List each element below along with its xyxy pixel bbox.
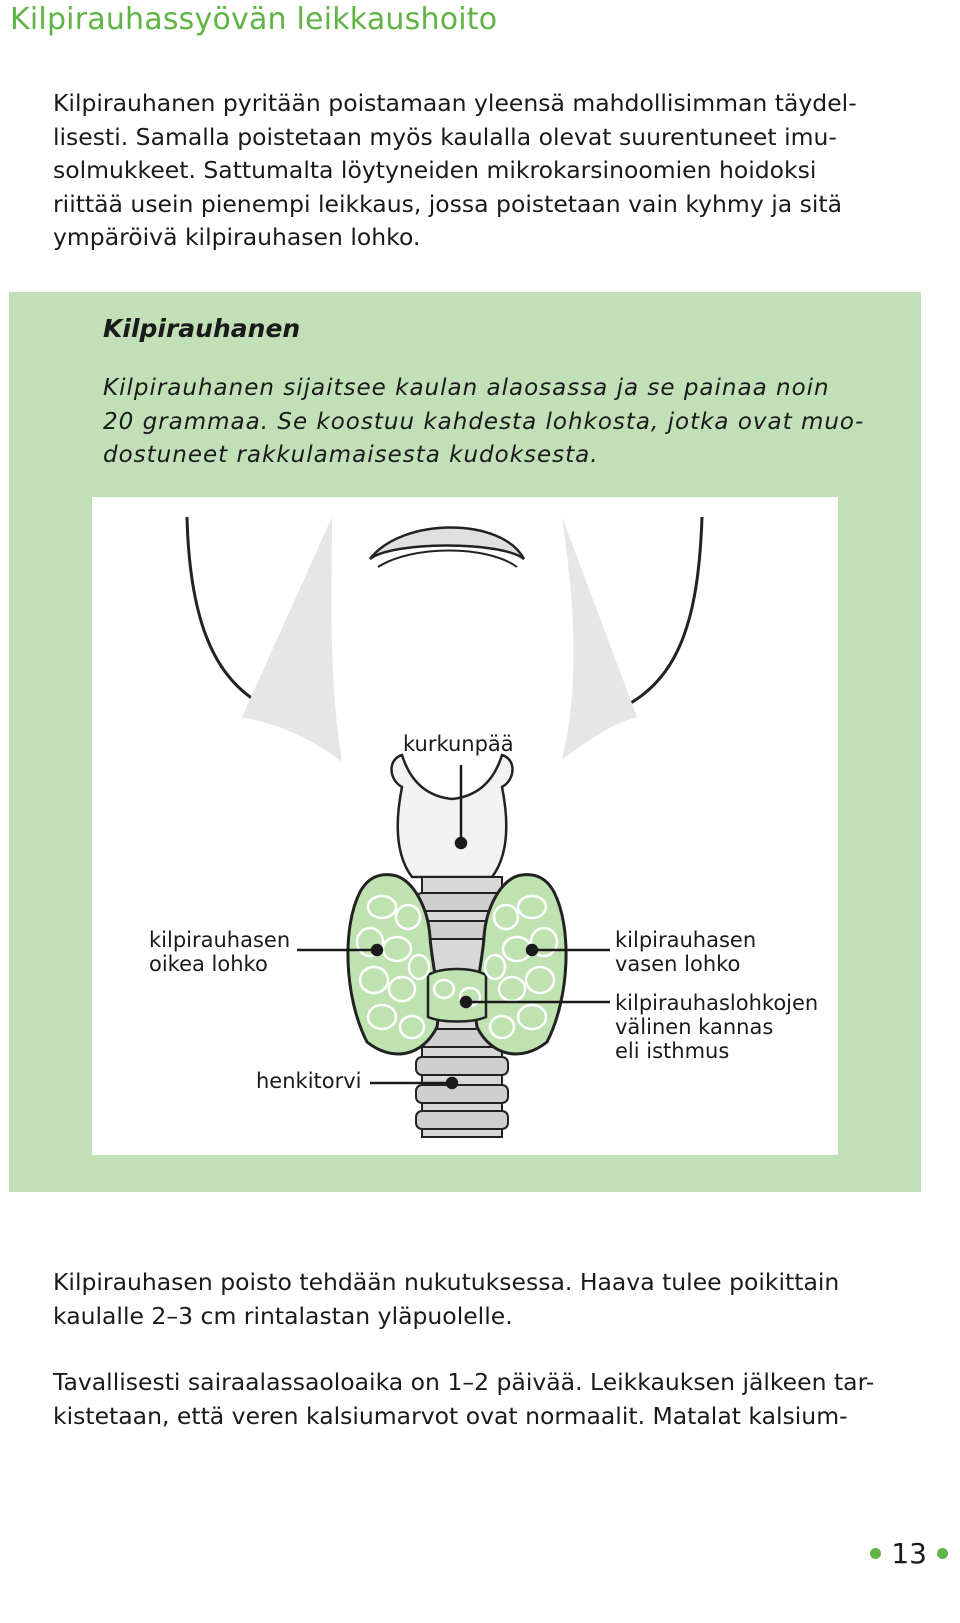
page-number (870, 1537, 948, 1570)
text-line: dostuneet rakkulamaisesta kudoksesta. (103, 442, 599, 468)
info-box-title: Kilpirauhanen (103, 314, 301, 343)
text-line: kistetaan, että veren kalsiumarvot ovat normaalit. Matalat kalsium- (53, 1401, 848, 1430)
page-number-text: 13 (891, 1537, 927, 1570)
info-box (9, 292, 921, 1192)
label-left-lobe (615, 928, 756, 976)
intro-paragraph (53, 87, 920, 255)
text-line: kaulalle 2–3 cm rintalastan yläpuolelle. (53, 1301, 513, 1330)
label-line: kilpirauhasen (615, 928, 757, 952)
label-larynx: kurkunpää (403, 732, 514, 756)
label-right-lobe (149, 928, 290, 976)
text-line: Kilpirauhanen sijaitsee kaulan alaosassa ja se painaa noin (103, 375, 830, 401)
text-line: ympäröivä kilpirauhasen lohko. (53, 223, 421, 251)
text-line: 20 grammaa. Se koostuu kahdesta lohkosta, jotka ovat muo- (103, 408, 865, 435)
chin-shape (370, 528, 524, 560)
thyroid-illustration (92, 497, 838, 1155)
text-line: Kilpirauhasen poisto tehdään nukutuksessa. Haava tulee poikittain (53, 1268, 840, 1296)
bullet-dot-icon (937, 1548, 948, 1559)
label-line: kilpirauhaslohkojen (615, 991, 819, 1015)
text-line: Tavallisesti sairaalassaoloaika on 1–2 päivää. Leikkauksen jälkeen tar- (53, 1368, 875, 1396)
larynx-shape (392, 755, 513, 877)
text-line: riittää usein pienempi leikkaus, jossa poistetaan vain kyhmy ja sitä (53, 189, 842, 218)
page-title: Kilpirauhassyövän leikkaushoito (10, 2, 498, 37)
text-line: lisesti. Samalla poistetaan myös kaulalla olevat suurentuneet imu- (53, 122, 837, 151)
text-line: Kilpirauhanen pyritään poistamaan yleensä mahdollisimman täydel- (53, 89, 857, 117)
label-isthmus (615, 991, 818, 1063)
label-line: vasen lohko (615, 952, 741, 976)
anesthesia-paragraph (53, 1266, 920, 1333)
label-line: oikea lohko (149, 952, 268, 976)
info-box-text (103, 372, 865, 473)
label-line: kilpirauhasen (149, 928, 291, 952)
label-line: eli isthmus (615, 1039, 730, 1063)
bullet-dot-icon (870, 1548, 881, 1559)
label-trachea: henkitorvi (256, 1069, 362, 1093)
hospital-stay-paragraph (53, 1366, 920, 1433)
label-line: välinen kannas (615, 1015, 774, 1039)
text-line: solmukkeet. Sattumalta löytyneiden mikrokarsinoomien hoidoksi (53, 156, 817, 184)
